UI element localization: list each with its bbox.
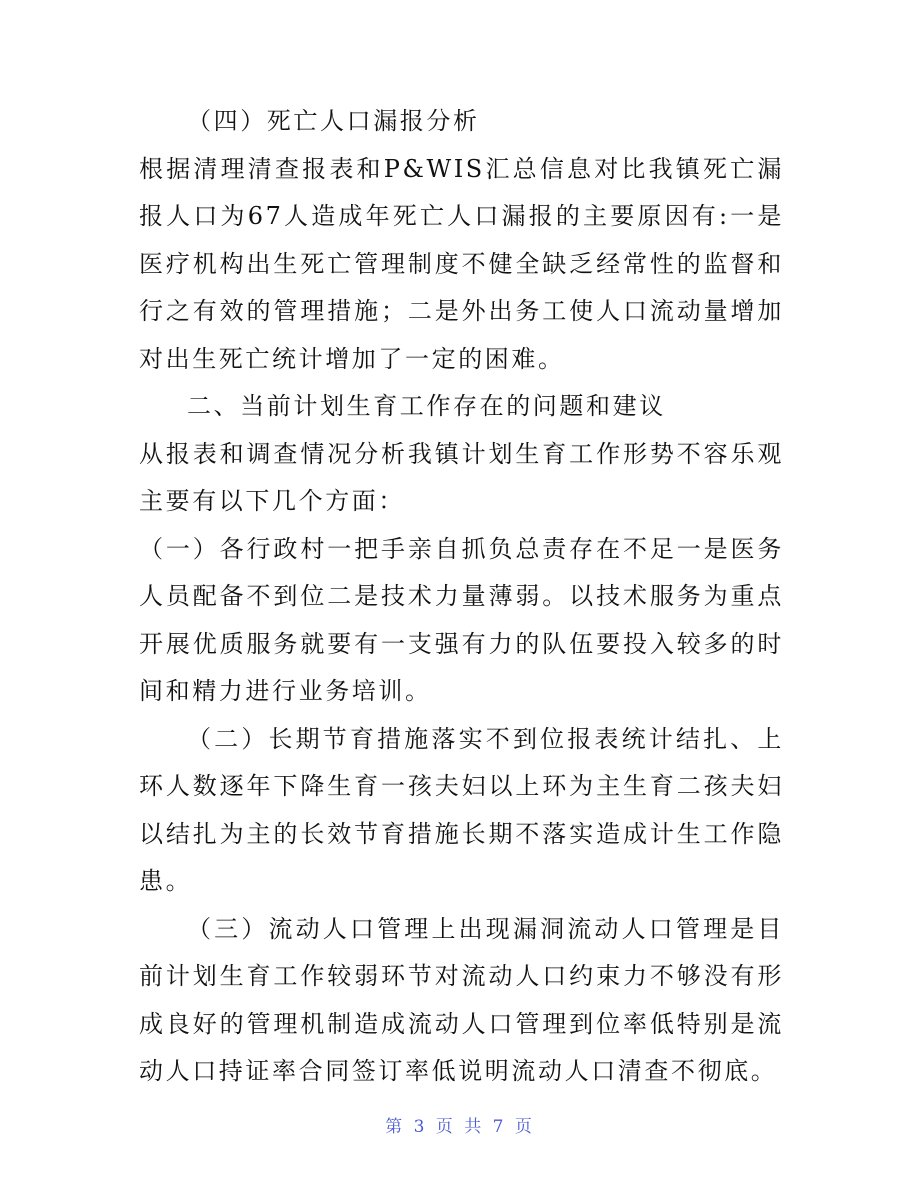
paragraph-issue-2: （二）长期节育措施落实不到位报表统计结扎、上环人数逐年下降生育一孩夫妇以上环为主生育二孩夫妇以结扎为主的长效节育措施长期不落实造成计生工作隐患。: [139, 724, 784, 895]
section-heading-problems-suggestions: 二、当前计划生育工作存在的问题和建议: [187, 392, 666, 420]
document-body: [139, 98, 784, 1096]
section-heading-death-underreport: （四）死亡人口漏报分析: [187, 107, 480, 135]
paragraph-death-analysis: 根据清理清查报表和P&WIS汇总信息对比我镇死亡漏报人口为67人造成年死亡人口漏报的主要原因有:一是医疗机构出生死亡管理制度不健全缺乏经常性的监督和行之有效的管理措施；二是外出务工使人口流动量增加对出生死亡统计增加了一定的困难。: [139, 154, 784, 373]
paragraph-issue-1: （一）各行政村一把手亲自抓负总责存在不足一是医务人员配备不到位二是技术力量薄弱。以技术服务为重点开展优质服务就要有一支强有力的队伍要投入较多的时间和精力进行业务培训。: [139, 534, 784, 705]
paragraph-issue-3: （三）流动人口管理上出现漏洞流动人口管理是目前计划生育工作较弱环节对流动人口约束力不够没有形成良好的管理机制造成流动人口管理到位率低特别是流动人口持证率合同签订率低说明流动人口清查不彻底。: [139, 914, 784, 1085]
paragraph-section-intro: 从报表和调查情况分析我镇计划生育工作形势不容乐观主要有以下几个方面：: [139, 439, 784, 515]
page-number-footer: 第 3 页 共 7 页: [385, 1117, 535, 1137]
